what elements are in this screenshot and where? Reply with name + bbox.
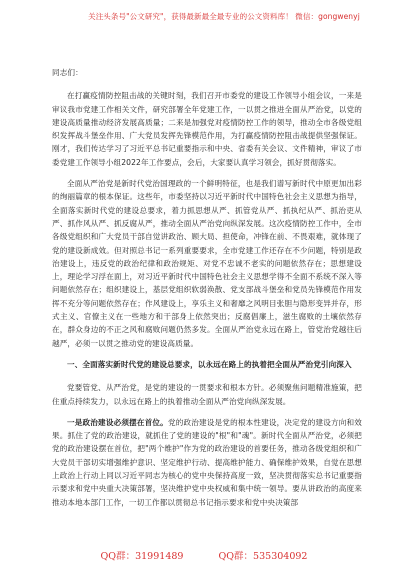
- header-banner-text: 关注头条号"公文研究"，获得最新最全最专业的公文资料库！ 微信：gongwenyj: [88, 12, 360, 21]
- paragraph-4: [52, 416, 362, 509]
- document-body: [52, 66, 362, 517]
- footer-qq-group-2: QQ群：535304092: [218, 551, 308, 562]
- section-heading: 一、全面落实新时代党的建设总要求，以永远在路上的执着把全面从严治党引向深入: [67, 359, 352, 369]
- paragraph-1: 在打赢疫情防控阻击战的关键时刻，我们召开市委党的建设工作领导小组会议，一来是审议我市党建工作相关文件，研究部署全年党建工作，一以贯之推进全面从严治党，以党的建设高质量推动经济发展高质量；二来是加强党对疫情防控工作的领导，推动全市各级党组织发挥战斗堡垒作用、广大党员发挥先锋模范作用，为打赢疫情防控阻击战提供坚强保证。刚才，我们传达学习了习近平总书记重要指示和中央、省委有关会议、文件精神，审议了市委党建工作领导小组2022年工作要点，会后，大家要认真学习领会，抓好贯彻落实。: [52, 91, 362, 167]
- paragraph-3: 党要管党、从严治党，是党的建设的一贯要求和根本方针。必须聚焦问题精准施策，把住重点持续发力，以永远在路上的执着推动全面从严治党向纵深发展。: [52, 383, 362, 406]
- paragraph-4-lead: 一是政治建设必须摆在首位。: [67, 417, 168, 427]
- paragraph-4-body: 党的政治建设是党的根本性建设，决定党的建设方向和效果。抓住了党的政治建设，就抓住了党的建设的"根"和"魂"。新时代全面从严治党，必须把党的政治建设摆在首位，把"两个维护"作为党的政治建设的首要任务，推动各级党组织和广大党员干部切实增强维护意识、坚定维护行动、提高维护能力、确保维护效果，自觉在思想上政治上行动上同以习近平同志为核心的党中央保持高度一致，坚决贯彻落实总书记重要指示要求和党中央重大决策部署，坚决维护党中央权威和集中统一领导。要从讲政治的高度来推动本地本部门工作，一切工作都以贯彻总书记指示要求和党中央决策部: [52, 417, 362, 507]
- footer-qq-group-1: QQ群：31991489: [100, 551, 184, 562]
- paragraph-2: 全面从严治党是新时代党治国理政的一个鲜明特征，也是我们谱写新时代中原更加出彩的绚丽篇章的根本保证。这些年，市委坚持以习近平新时代中国特色社会主义思想为指导，全面落实新时代党的建设总要求，着力抓思想从严、抓管党从严、抓执纪从严、抓治吏从严、抓作风从严、抓反腐从严，推动全面从严治党向纵深发展。这次疫情防控工作中，全市各级党组织和广大党员干部自觉讲政治、顾大局、担使命，冲锋在前、不畏艰难，就体现了党的建设新成效。但对照总书记一系列重要要求，全市党建工作还存在不少问题，特别是政治建设上，违反党的政治纪律和政治规矩、对党不忠诚不老实的问题依然存在；思想建设上，理论学习浮在面上，对习近平新时代中国特色社会主义思想学得不全面不系统不深入等问题依然存在；组织建设上，基层党组织软弱涣散、党支部战斗堡垒和党员先锋模范作用发挥不充分等问题依然存在；作风建设上，享乐主义和奢靡之风明目张胆与隐形变异并存，形式主义、官僚主义在一些地方和干部身上依然突出；反腐倡廉上，滋生腐败的土壤依然存在，群众身边的不正之风和腐败问题仍然多发。全面从严治党永远在路上，管党治党越往后越严，必须一以贯之推动党的建设高质量。: [52, 179, 362, 348]
- footer: [0, 548, 408, 562]
- salutation: 同志们：: [52, 68, 83, 77]
- header-banner: [58, 12, 390, 22]
